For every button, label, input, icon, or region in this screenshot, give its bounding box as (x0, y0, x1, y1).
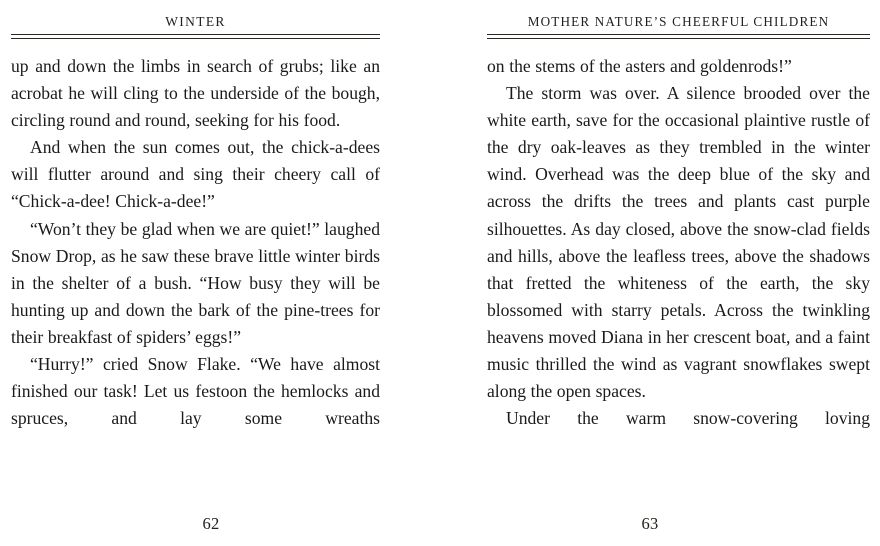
header-rule-left (11, 34, 380, 40)
running-head-left-text: WINTER (165, 14, 226, 29)
body-text-left (11, 53, 380, 432)
header-rule-right (487, 34, 870, 40)
paragraph: up and down the limbs in search of grubs; like an acrobat he will cling to the underside of the bough, circling round and round, seeking for his food. (11, 56, 380, 131)
running-head-left (11, 0, 380, 31)
paragraph: on the stems of the asters and goldenrods!” (487, 56, 792, 76)
page-right (440, 0, 880, 546)
running-head-right-text: MOTHER NATURE’S CHEERFUL CHILDREN (527, 14, 830, 29)
page-number-left: 62 (202, 514, 220, 533)
paragraph: Under the warm snow-covering loving (506, 408, 870, 429)
paragraph: The storm was over. A silence brooded over the white earth, save for the occasional plaintive rustle of the dry oak-leaves as they trembled in the winter wind. Overhead was the deep blue of the sky and across the drifts the trees and plants cast purple silhouettes. As day closed, above the snow-clad fields and hills, above the leafless trees, above the shadows that fretted the whiteness of the earth, the sky blossomed with starry petals. Across the twinkling heavens moved Diana in her crescent boat, and a faint music thrilled the wind as vagrant snowflakes swept along the open spaces. (487, 83, 870, 402)
paragraph: “Won’t they be glad when we are quiet!” laughed Snow Drop, as he saw these brave little winter birds in the shelter of a bush. “How busy they will be hunting up and down the bark of the pine-trees for their breakfast of spiders’ eggs!” (11, 218, 380, 347)
page-number-right: 63 (641, 514, 659, 533)
paragraph: And when the sun comes out, the chick-a-dees will flutter around and sing their cheery call of “Chick-a-dee! Chick-a-dee!” (11, 137, 380, 212)
paragraph: “Hurry!” cried Snow Flake. “We have almost finished our task! Let us festoon the hemlocks and spruces, and lay some wreaths (11, 354, 380, 429)
body-text-right (487, 53, 870, 432)
running-head-right (487, 0, 870, 31)
